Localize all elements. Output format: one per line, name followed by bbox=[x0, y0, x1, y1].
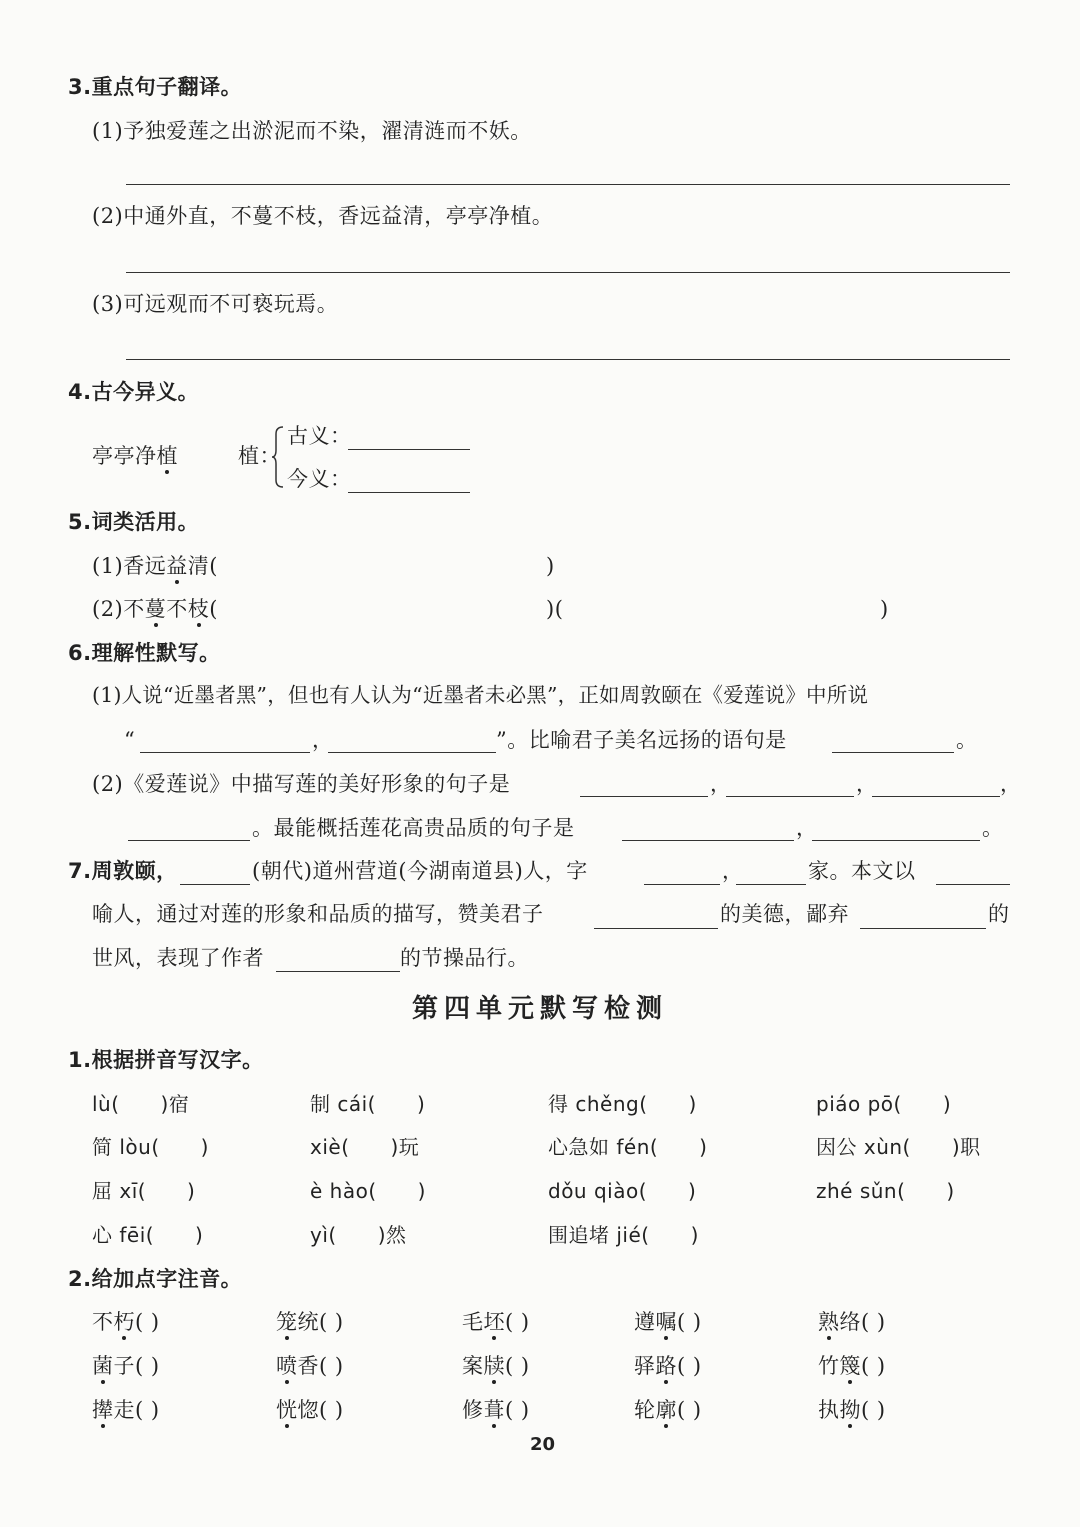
q6-blank-4[interactable] bbox=[580, 796, 708, 797]
section-title: 第四单元默写检测 bbox=[412, 994, 669, 1024]
q5-item1-a: (1)香远 bbox=[92, 554, 167, 578]
q7-blank-7[interactable] bbox=[276, 971, 400, 972]
q7-blank-6[interactable] bbox=[860, 928, 986, 929]
q7-l1-d: 家。本文以 bbox=[808, 859, 916, 883]
q5-item-2 bbox=[92, 599, 218, 620]
zhuyin-prefix: 不 bbox=[92, 1310, 114, 1334]
q7-blank-1[interactable] bbox=[180, 884, 250, 885]
zhuyin-dotted-char: 篾 bbox=[839, 1354, 861, 1378]
pinyin-item: è hào( ) bbox=[310, 1179, 426, 1203]
zhuyin-suffix: ( ) bbox=[861, 1354, 886, 1378]
q5-item2-dotted-1: 蔓 bbox=[144, 597, 167, 621]
zhuyin-item bbox=[276, 1356, 344, 1377]
q4-word: 植： bbox=[238, 444, 281, 468]
q5-item-1 bbox=[92, 556, 218, 577]
q5-item2-e: ( bbox=[209, 597, 218, 621]
zhuyin-prefix: 案 bbox=[462, 1354, 484, 1378]
zhuyin-dotted-char: 牍 bbox=[483, 1354, 505, 1378]
zhuyin-dotted-char: 拗 bbox=[839, 1398, 861, 1422]
q5-item2-dotted-2: 枝 bbox=[187, 597, 210, 621]
zhuyin-suffix: 统( ) bbox=[297, 1310, 344, 1334]
q5-item1-dotted: 益 bbox=[166, 554, 188, 578]
zhuyin-item bbox=[92, 1356, 160, 1377]
pinyin-item: yì( )然 bbox=[310, 1223, 407, 1247]
q6-blank-3[interactable] bbox=[832, 752, 954, 753]
answer-line-2[interactable] bbox=[126, 272, 1010, 273]
zhuyin-item bbox=[276, 1312, 344, 1333]
q7-blank-5[interactable] bbox=[594, 928, 718, 929]
q5-item2-a: (2)不 bbox=[92, 597, 145, 621]
zhuyin-dotted-char: 朽 bbox=[113, 1310, 135, 1334]
zhuyin-dotted-char: 嘱 bbox=[655, 1310, 677, 1334]
zhuyin-prefix: 修 bbox=[462, 1398, 484, 1422]
zhuyin-suffix: 香( ) bbox=[297, 1354, 344, 1378]
zhuyin-item bbox=[462, 1400, 530, 1421]
zhuyin-dotted-char: 菌 bbox=[92, 1354, 114, 1378]
zhuyin-suffix: ( ) bbox=[677, 1354, 702, 1378]
q7-l2-a: 喻人，通过对莲的形象和品质的描写，赞美君子 bbox=[92, 902, 544, 926]
q3-item-1: (1)予独爱莲之出淤泥而不染，濯清涟而不妖。 bbox=[92, 119, 532, 143]
zhuyin-suffix: ( ) bbox=[677, 1310, 702, 1334]
zhuyin-suffix: 络( ) bbox=[839, 1310, 886, 1334]
q6-line-1: (1)人说“近墨者黑”，但也有人认为“近墨者未必黑”，正如周敦颐在《爱莲说》中所说 bbox=[92, 683, 869, 707]
q6-blank-5[interactable] bbox=[726, 796, 854, 797]
pinyin-item: xiè( )玩 bbox=[310, 1135, 420, 1159]
q4-ancient-blank[interactable] bbox=[348, 449, 470, 450]
q6-title: 6.理解性默写。 bbox=[68, 641, 221, 665]
q6-l2-text: ”。比喻君子美名远扬的语句是 bbox=[496, 728, 787, 752]
q7-blank-3[interactable] bbox=[736, 884, 806, 885]
q6-l4-end: 。 bbox=[982, 816, 1004, 840]
q7-l3-a: 世风，表现了作者 bbox=[92, 946, 264, 970]
pinyin-item: 因公 xùn( )职 bbox=[816, 1135, 981, 1159]
q3-item-3: (3)可远观而不可亵玩焉。 bbox=[92, 292, 339, 316]
pinyin-item: dǒu qiào( ) bbox=[548, 1179, 697, 1203]
zhuyin-item bbox=[818, 1356, 886, 1377]
zhuyin-suffix: ( ) bbox=[135, 1310, 160, 1334]
q6-blank-7[interactable] bbox=[128, 840, 250, 841]
zhuyin-item bbox=[462, 1356, 530, 1377]
q7-blank-4[interactable] bbox=[936, 884, 1010, 885]
pinyin-item: 制 cái( ) bbox=[310, 1092, 426, 1116]
s2-title: 2.给加点字注音。 bbox=[68, 1267, 243, 1291]
zhuyin-dotted-char: 路 bbox=[655, 1354, 677, 1378]
q6-blank-2[interactable] bbox=[328, 752, 496, 753]
q5-item1-c: 清( bbox=[187, 554, 218, 578]
q7-blank-2[interactable] bbox=[644, 884, 720, 885]
q7-l1-b: (朝代)道州营道(今湖南道县)人，字 bbox=[252, 859, 588, 883]
q6-l4-comma: ， bbox=[796, 816, 818, 840]
pinyin-item: 心 fēi( ) bbox=[92, 1223, 204, 1247]
q6-blank-8[interactable] bbox=[622, 840, 794, 841]
q5-item2-close: ) bbox=[880, 597, 889, 621]
q4-modern-blank[interactable] bbox=[348, 492, 470, 493]
q4-modern-label: 今义： bbox=[287, 467, 352, 491]
zhuyin-dotted-char: 葺 bbox=[483, 1398, 505, 1422]
zhuyin-dotted-char: 撵 bbox=[92, 1398, 114, 1422]
zhuyin-suffix: 走( ) bbox=[113, 1398, 160, 1422]
q6-l2-open: “ bbox=[124, 728, 136, 752]
q7-l1-c: ， bbox=[722, 859, 744, 883]
q4-ancient-label: 古义： bbox=[287, 424, 352, 448]
pinyin-item: 心急如 fén( ) bbox=[548, 1135, 708, 1159]
zhuyin-item bbox=[634, 1400, 702, 1421]
zhuyin-item bbox=[818, 1312, 886, 1333]
q6-line-3: (2)《爱莲说》中描写莲的美好形象的句子是 bbox=[92, 772, 511, 796]
pinyin-item: piáo pō( ) bbox=[816, 1092, 952, 1116]
q5-item1-close: ) bbox=[546, 554, 555, 578]
pinyin-item: 围追堵 jié( ) bbox=[548, 1223, 699, 1247]
q6-blank-6[interactable] bbox=[872, 796, 1000, 797]
q5-item2-mid: )( bbox=[546, 597, 564, 621]
zhuyin-item bbox=[276, 1400, 344, 1421]
zhuyin-dotted-char: 笼 bbox=[276, 1310, 298, 1334]
q7-l1-a: 7.周敦颐， bbox=[68, 859, 178, 883]
q6-l4-text: 。最能概括莲花高贵品质的句子是 bbox=[252, 816, 575, 840]
q6-l2-end: 。 bbox=[956, 728, 978, 752]
zhuyin-dotted-char: 喷 bbox=[276, 1354, 298, 1378]
zhuyin-prefix: 竹 bbox=[818, 1354, 840, 1378]
zhuyin-item bbox=[92, 1312, 160, 1333]
pinyin-item: 简 lòu( ) bbox=[92, 1135, 209, 1159]
brace-icon bbox=[272, 426, 284, 488]
q7-l3-b: 的节操品行。 bbox=[400, 946, 529, 970]
pinyin-item: 得 chěng( ) bbox=[548, 1092, 697, 1116]
answer-line-3[interactable] bbox=[126, 359, 1010, 360]
zhuyin-item bbox=[634, 1312, 702, 1333]
zhuyin-dotted-char: 熟 bbox=[818, 1310, 840, 1334]
q3-item-2: (2)中通外直，不蔓不枝，香远益清，亭亭净植。 bbox=[92, 204, 554, 228]
zhuyin-suffix: ( ) bbox=[505, 1398, 530, 1422]
q4-phrase-dotted: 植 bbox=[156, 444, 178, 468]
q6-l3-c3: ， bbox=[1000, 772, 1022, 796]
zhuyin-prefix: 驿 bbox=[634, 1354, 656, 1378]
answer-line-1[interactable] bbox=[126, 184, 1010, 185]
zhuyin-suffix: ( ) bbox=[861, 1398, 886, 1422]
zhuyin-suffix: 惚( ) bbox=[297, 1398, 344, 1422]
q7-l2-c: 的 bbox=[988, 902, 1010, 926]
zhuyin-item bbox=[462, 1312, 530, 1333]
q5-item2-c: 不 bbox=[166, 597, 188, 621]
q3-title: 3.重点句子翻译。 bbox=[68, 75, 243, 99]
zhuyin-dotted-char: 坯 bbox=[483, 1310, 505, 1334]
zhuyin-suffix: ( ) bbox=[505, 1310, 530, 1334]
zhuyin-prefix: 轮 bbox=[634, 1398, 656, 1422]
pinyin-item: zhé sǔn( ) bbox=[816, 1179, 955, 1203]
pinyin-item: 屈 xī( ) bbox=[92, 1179, 196, 1203]
zhuyin-item bbox=[92, 1400, 160, 1421]
q6-blank-9[interactable] bbox=[812, 840, 980, 841]
zhuyin-suffix: ( ) bbox=[677, 1398, 702, 1422]
pinyin-item: lù( )宿 bbox=[92, 1092, 190, 1116]
q4-title: 4.古今异义。 bbox=[68, 380, 200, 404]
zhuyin-prefix: 遵 bbox=[634, 1310, 656, 1334]
zhuyin-dotted-char: 廓 bbox=[655, 1398, 677, 1422]
q4-phrase-a: 亭亭净 bbox=[92, 444, 157, 468]
zhuyin-prefix: 执 bbox=[818, 1398, 840, 1422]
q6-l2-comma: ， bbox=[312, 728, 334, 752]
q5-title: 5.词类活用。 bbox=[68, 510, 200, 534]
q6-l3-c1: ， bbox=[710, 772, 732, 796]
q7-l2-b: 的美德，鄙弃 bbox=[720, 902, 849, 926]
s1-title: 1.根据拼音写汉字。 bbox=[68, 1048, 264, 1072]
zhuyin-prefix: 毛 bbox=[462, 1310, 484, 1334]
page-number: 20 bbox=[530, 1434, 556, 1455]
zhuyin-item bbox=[634, 1356, 702, 1377]
zhuyin-item bbox=[818, 1400, 886, 1421]
q6-l3-c2: ， bbox=[856, 772, 878, 796]
q4-phrase bbox=[92, 446, 178, 467]
zhuyin-dotted-char: 恍 bbox=[276, 1398, 298, 1422]
zhuyin-suffix: ( ) bbox=[505, 1354, 530, 1378]
q6-blank-1[interactable] bbox=[140, 752, 310, 753]
zhuyin-suffix: 子( ) bbox=[113, 1354, 160, 1378]
